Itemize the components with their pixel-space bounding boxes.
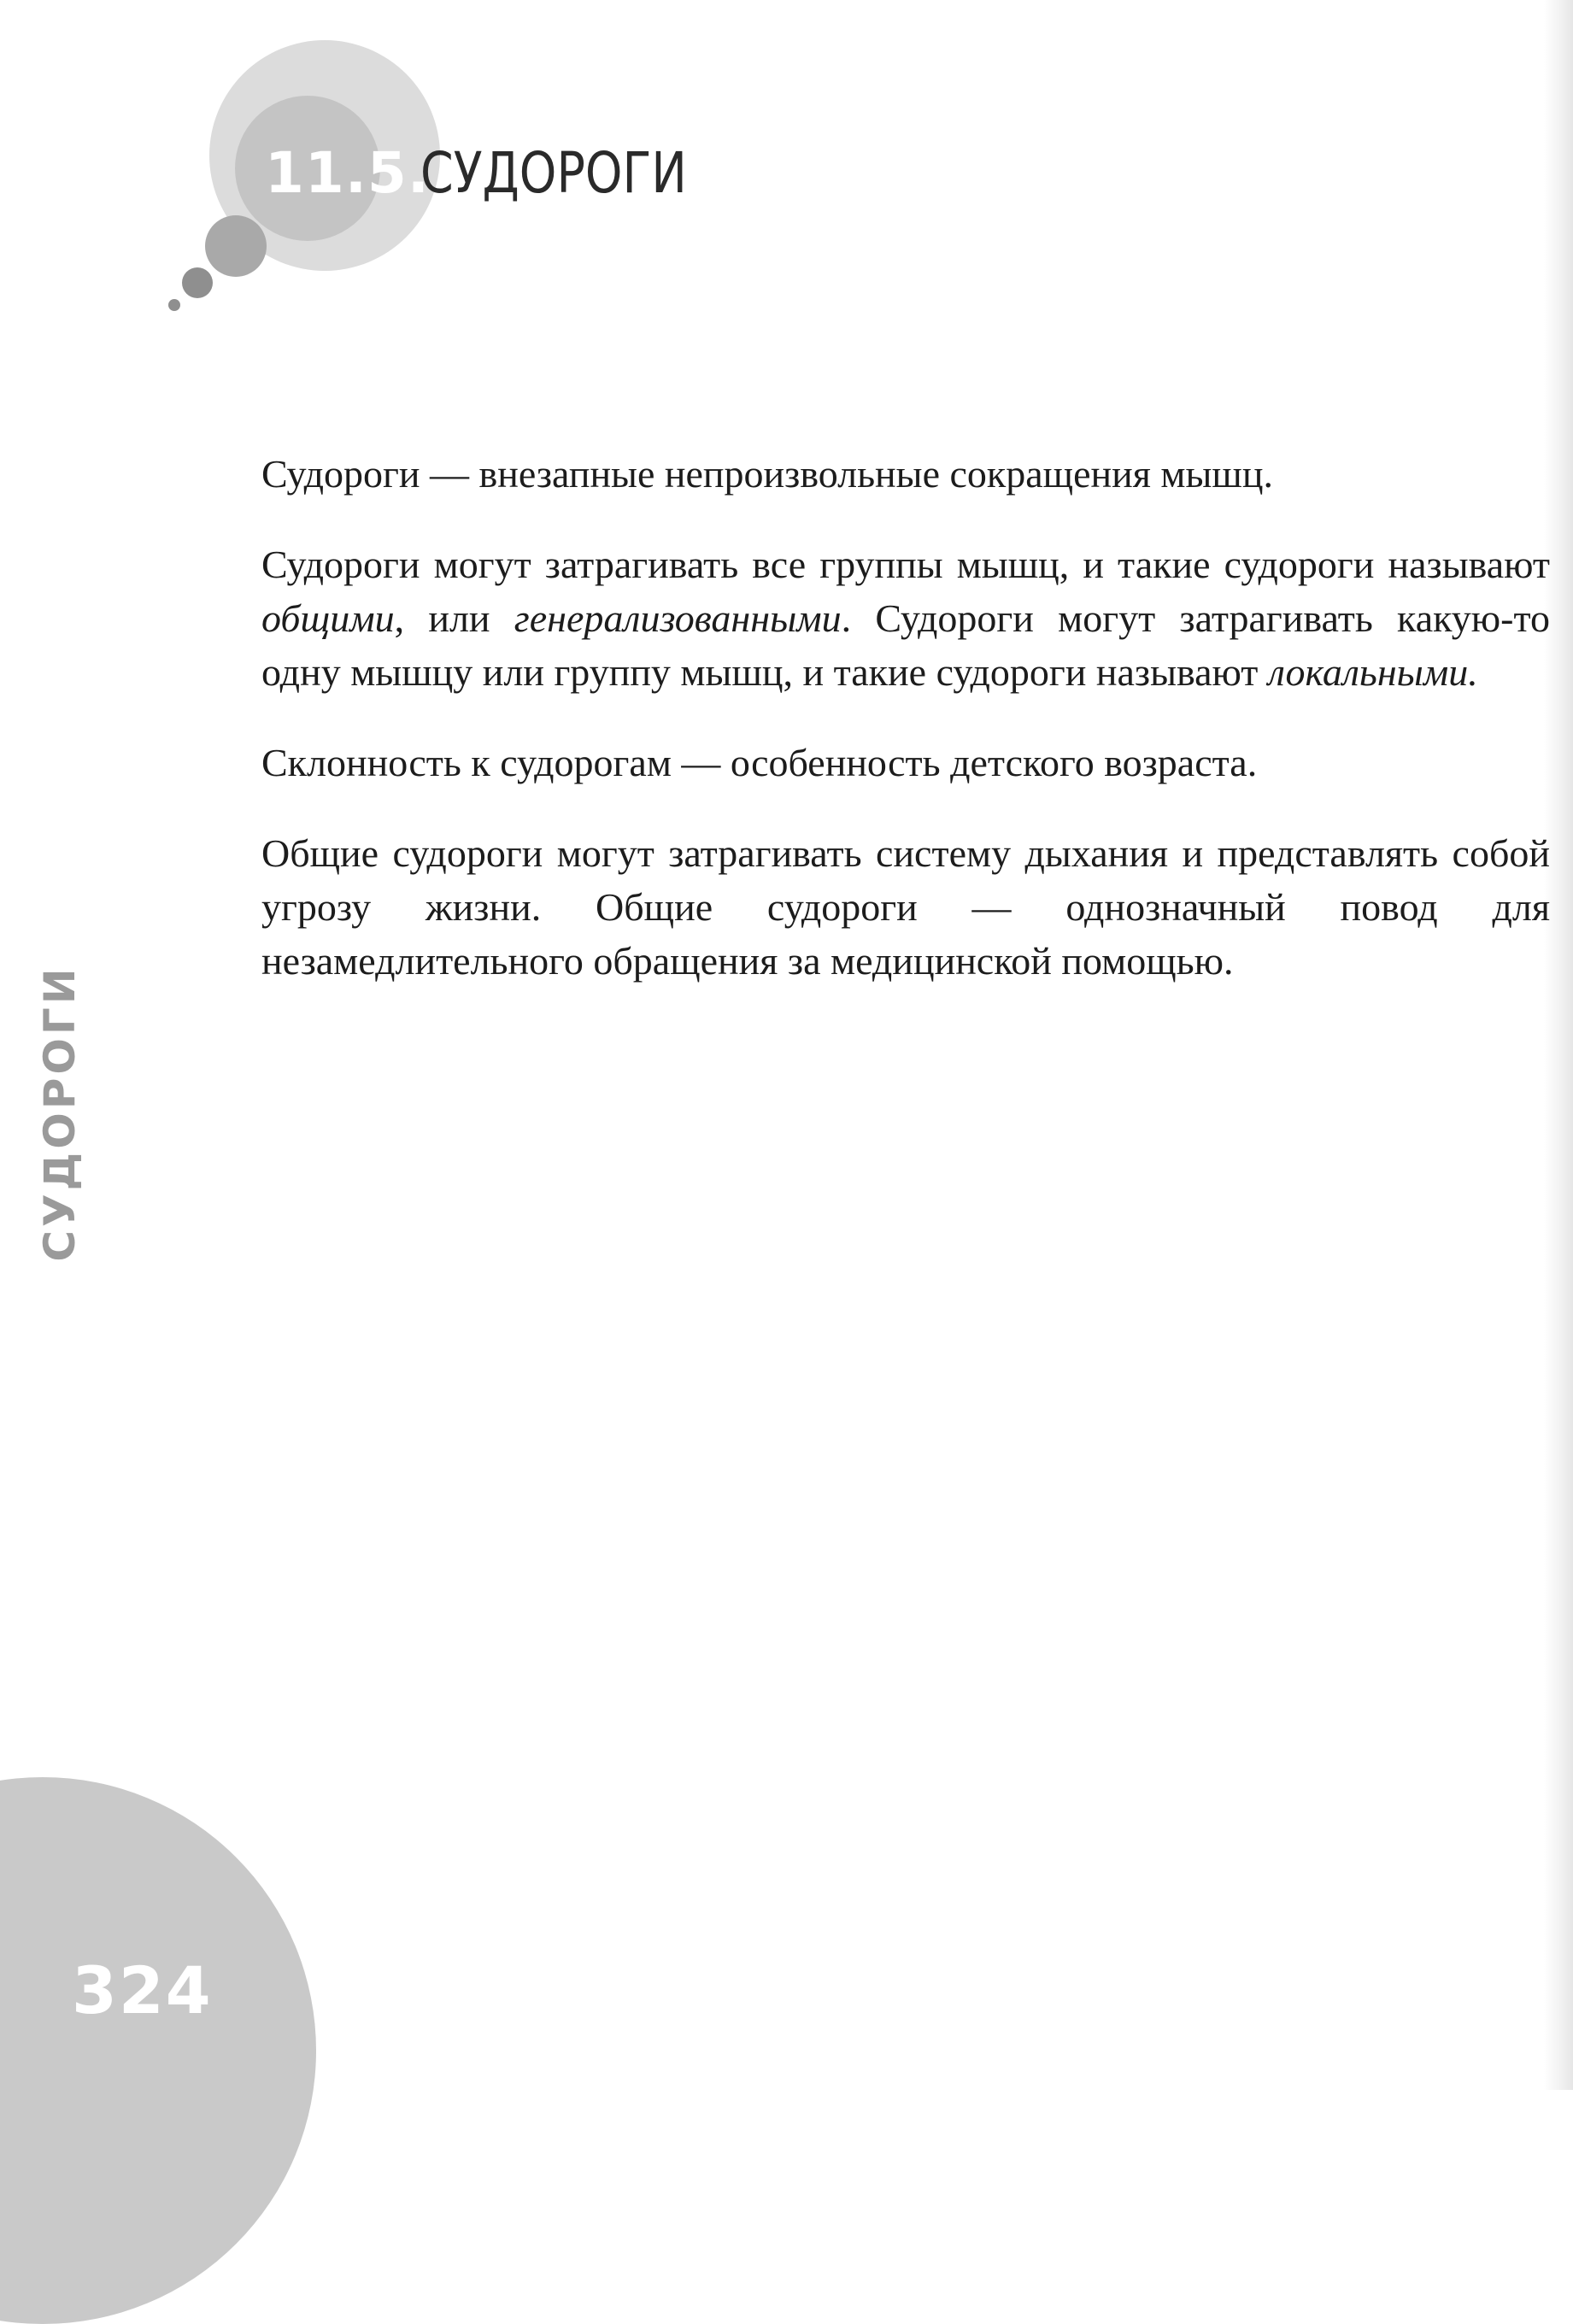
- term-generalized: генерализованными: [514, 596, 842, 640]
- header-bubble-small: [205, 215, 267, 277]
- running-head-vertical: СУДОРОГИ: [35, 965, 85, 1262]
- section-title: СУДОРОГИ: [420, 140, 687, 206]
- paragraph-types-text-3: . Судороги могут затрагивать какую-то одну мышцу или группу мышц, и такие судороги называют: [261, 596, 1550, 694]
- paragraph-childhood: Склонность к судорогам — особенность детского возраста.: [261, 741, 1258, 784]
- page-number: 324: [72, 1952, 213, 2028]
- paragraph-danger: Общие судороги могут затрагивать систему дыхания и представлять собой угрозу жизни. Общие судороги — однозначный повод для незамедлительного обращения за медицинской помощью.: [261, 831, 1550, 983]
- header-bubble-tiny: [168, 299, 180, 311]
- paragraph-types-text-1: Судороги могут затрагивать все группы мышц, и такие судороги называют: [261, 543, 1550, 586]
- page-number-circle: [0, 1777, 316, 2324]
- term-local: локальными.: [1267, 650, 1478, 694]
- paragraph-types-text-2: , или: [394, 596, 514, 640]
- header-bubble-dot: [182, 267, 213, 298]
- body-text: [261, 447, 1550, 1024]
- term-general: общими: [261, 596, 395, 640]
- page-edge: [1544, 0, 1573, 2090]
- section-number: 11.5.: [265, 140, 430, 206]
- paragraph-definition: Судороги — внезапные непроизвольные сокращения мышц.: [261, 452, 1273, 496]
- paragraph-types: [261, 537, 1550, 699]
